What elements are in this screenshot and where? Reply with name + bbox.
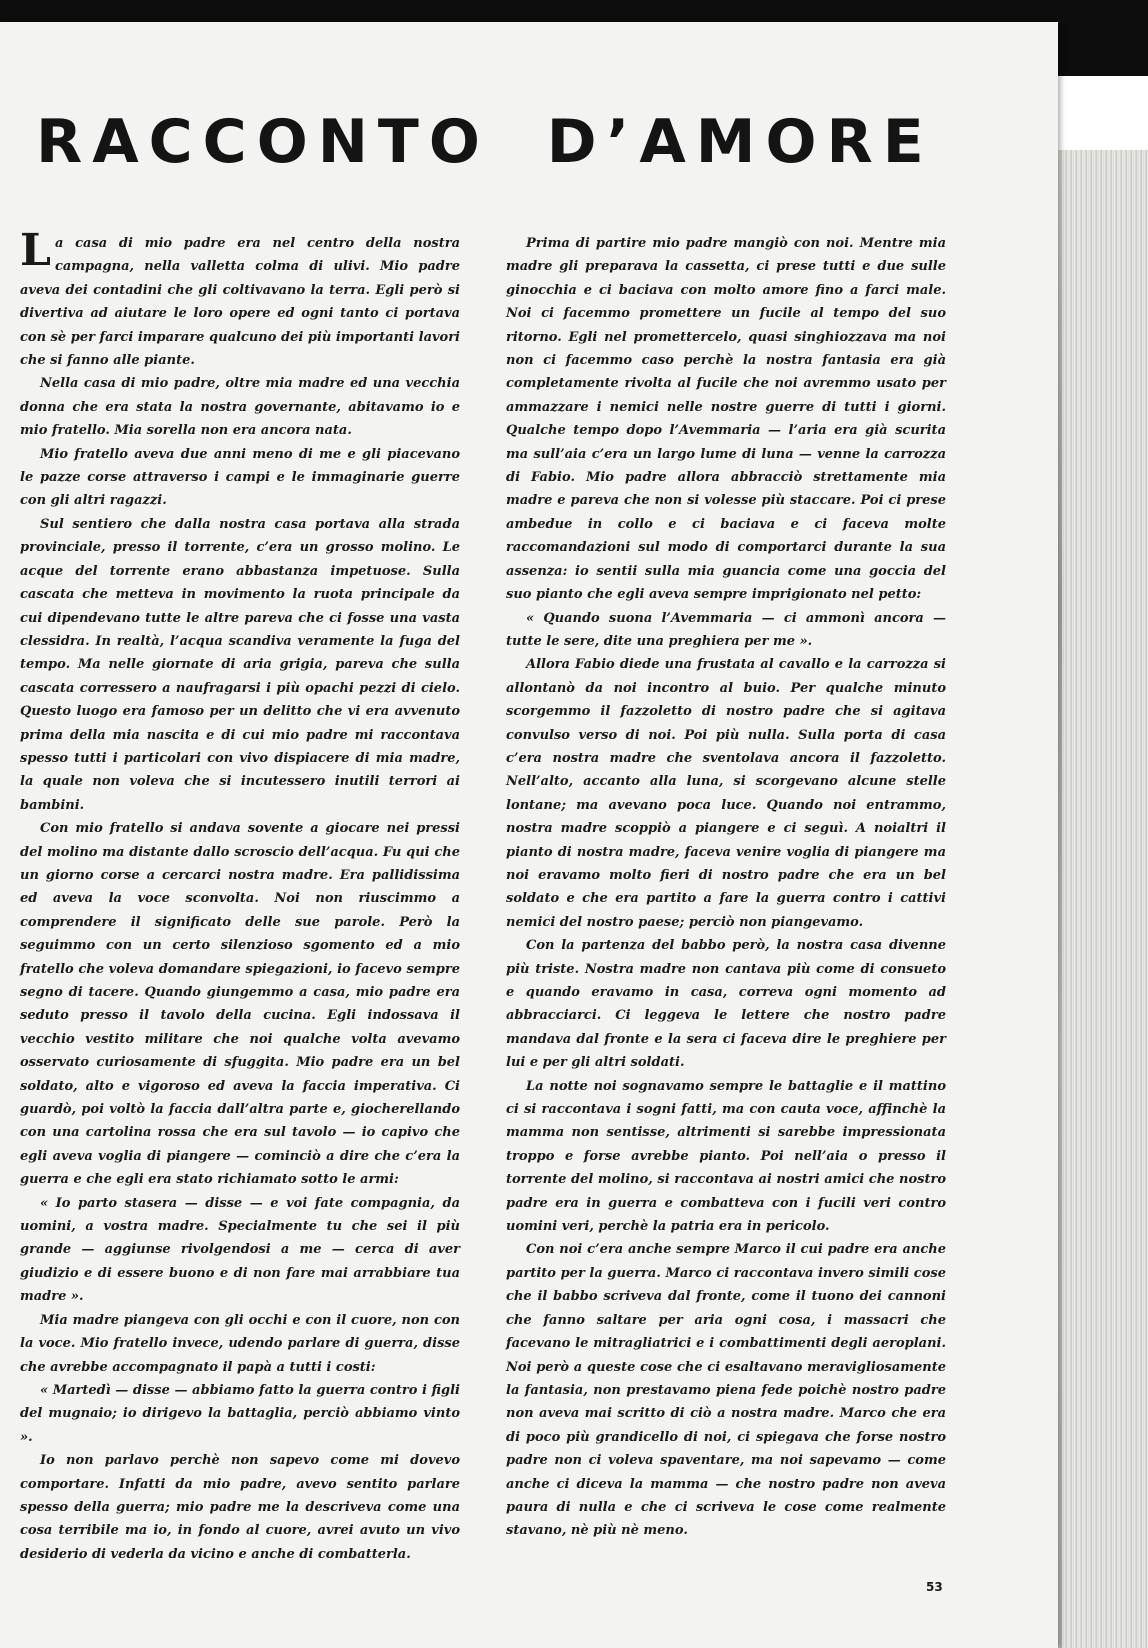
paragraph: Mia madre piangeva con gli occhi e con il cuore, non con la voce. Mio fratello invece, udendo parlare di guerra, disse che avrebbe accompagnato il papà a tutti i costi: (20, 1312, 460, 1375)
paragraph: Con mio fratello si andava sovente a giocare nei pressi del molino ma distante dallo scroscio dell’acqua. Fu qui che un giorno corse a cercarci nostra madre. Era pallidissima ed aveva la voce sconvolta. Noi non riuscimmo a comprendere il significato delle sue parole. Però la seguimmo con un certo silenzioso sgomento ed a mio fratello che voleva domandare spiegazioni, io facevo sempre segno di tacere. Quando giungemmo a casa, mio padre era seduto presso il tavolo della cucina. Egli indossava il vecchio vestito militare che noi qualche volta avevamo osservato curiosamente di sfuggita. Mio padre era un bel soldato, alto e vigoroso ed aveva la faccia imperativa. Ci guardò, poi voltò la faccia dall’altra parte e, giocherellando con una cartolina rossa che era sul tavolo — io capivo che egli aveva voglia di piangere — cominciò a dire che c’era la guerra e che egli era stato richiamato sotto le armi: (20, 821, 460, 1188)
page-number: 53 (926, 1580, 943, 1594)
paragraph: Sul sentiero che dalla nostra casa portava alla strada provinciale, presso il torrente, c’era un grosso molino. Le acque del torrente erano abbastanza impetuose. Sulla cascata che metteva in movimento la ruota principale da cui dipendevano tutte le altre pareva che ci fosse una vasta clessidra. In realtà, l’acqua scandiva veramente la fuga del tempo. Ma nelle giornate di aria grigia, pareva che sulla cascata corressero a naufragarsi i più opachi pezzi di cielo. Questo luogo era famoso per un delitto che vi era avvenuto prima della mia nascita e di cui mio padre mi raccontava spesso tutti i particolari con vivo dispiacere di mia madre, la quale non voleva che si incutessero inutili terrori ai bambini. (20, 516, 460, 813)
paragraph: Mio fratello aveva due anni meno di me e gli piacevano le pazze corse attraverso i campi e le immaginarie guerre con gli altri ragazzi. (20, 446, 460, 509)
paragraph: Con la partenza del babbo però, la nostra casa divenne più triste. Nostra madre non cantava più come di consueto e quando eravamo in casa, correva ogni momento ad abbracciarci. Ci leggeva le lettere che nostro padre mandava dal fronte e la sera ci faceva dire le preghiere per lui e per gli altri soldati. (506, 938, 946, 1071)
left-column (20, 225, 460, 1566)
paragraph: La casa di mio padre era nel centro della nostra campagna, nella valletta colma di ulivi. Mio padre aveva dei contadini che gli coltivavano la terra. Egli però si divertiva ad aiutare le loro opere ed ogni tanto ci portava con sè per farci imparare qualcuno dei più importanti lavori che si fanno alle piante. (20, 225, 460, 369)
right-column (506, 232, 946, 1543)
paragraph: Io non parlavo perchè non sapevo come mi dovevo comportare. Infatti da mio padre, avevo sentito parlare spesso della guerra; mio padre me la descriveva come una cosa terribile ma io, in fondo al cuore, avrei avuto un vivo desiderio di vederla da vicino e anche di combatterla. (20, 1453, 460, 1562)
paragraph: « Martedì — disse — abbiamo fatto la guerra contro i figli del mugnaio; io dirigevo la battaglia, perciò abbiamo vinto ». (20, 1382, 460, 1445)
paragraph: Con noi c’era anche sempre Marco il cui padre era anche partito per la guerra. Marco ci raccontava invero simili cose che il babbo scriveva dal fronte, come il tuono dei cannoni che fanno saltare per aria ogni cosa, i massacri che facevano le mitragliatrici e i combattimenti degli aeroplani. Noi però a queste cose che ci esaltavano meravigliosamente la fantasia, non prestavamo piena fede poichè nostro padre non aveva mai scritto di ciò a nostra madre. Marco che era di poco più grandicello di noi, ci spiegava che forse nostro padre non ci voleva spaventare, ma noi sapevamo — come anche ci diceva la mamma — che nostro padre non aveva paura di nulla e che ci scriveva le cose come realmente stavano, nè più nè meno. (506, 1242, 946, 1539)
paragraph: Prima di partire mio padre mangiò con noi. Mentre mia madre gli preparava la cassetta, ci prese tutti e due sulle ginocchia e ci baciava con molto amore fino a farci male. Noi ci facemmo promettere un fucile al tempo del suo ritorno. Egli nel promettercelo, quasi singhiozzava ma noi non ci facemmo caso perchè la nostra fantasia era già completamente rivolta al fucile che noi avremmo usato per ammazzare i nemici nelle nostre guerre di tutti i giorni. Qualche tempo dopo l’Avemmaria — l’aria era già scurita ma sull’aia c’era un largo lume di luna — venne la carrozza di Fabio. Mio padre allora abbracciò strettamente mia madre e pareva che non si volesse più staccare. Poi ci prese ambedue in collo e ci baciava e ci faceva molte raccomandazioni sul modo di comportarci durante la sua assenza: io sentii sulla mia guancia come una goccia del suo pianto che egli aveva sempre imprigionato nel petto: (506, 236, 946, 603)
paragraph: « Quando suona l’Avemmaria — ci ammonì ancora — tutte le sere, dite una preghiera per me ». (506, 610, 946, 649)
paragraph: Allora Fabio diede una frustata al cavallo e la carrozza si allontanò da noi incontro al buio. Per qualche minuto scorgemmo il fazzoletto di nostro padre che si agitava convulso verso di noi. Poi più nulla. Sulla porta di casa c’era nostra madre che sventolava ancora il fazzoletto. Nell’alto, accanto alla luna, si scorgevano alcune stelle lontane; ma avevano poca luce. Quando noi entrammo, nostra madre scoppiò a piangere e ci seguì. A noialtri il pianto di nostra madre, faceva venire voglia di piangere ma noi eravamo molto fieri di nostro padre che era un bel soldato e che era partito a fare la guerra contro i cattivi nemici del nostro paese; perciò non piangevamo. (506, 657, 946, 930)
article-title: RACCONTO D’AMORE (36, 107, 934, 177)
paragraph: « Io parto stasera — disse — e voi fate compagnia, da uomini, a vostra madre. Specialmente tu che sei il più grande — aggiunse rivolgendosi a me — cerca di aver giudizio e di essere buono e di non fare mai arrabbiare tua madre ». (20, 1195, 460, 1305)
paragraph: La notte noi sognavamo sempre le battaglie e il mattino ci si raccontava i sogni fatti, ma con cauta voce, affinchè la mamma non sentisse, altrimenti si sarebbe impressionata troppo e forse avrebbe pianto. Poi nell’aia o presso il torrente del molino, si raccontava ai nostri amici che nostro padre era in guerra e combatteva con i fucili veri contro uomini veri, perchè la patria era in pericolo. (506, 1078, 946, 1235)
paragraph: Nella casa di mio padre, oltre mia madre ed una vecchia donna che era stata la nostra governante, abitavamo io e mio fratello. Mia sorella non era ancora nata. (20, 376, 460, 439)
